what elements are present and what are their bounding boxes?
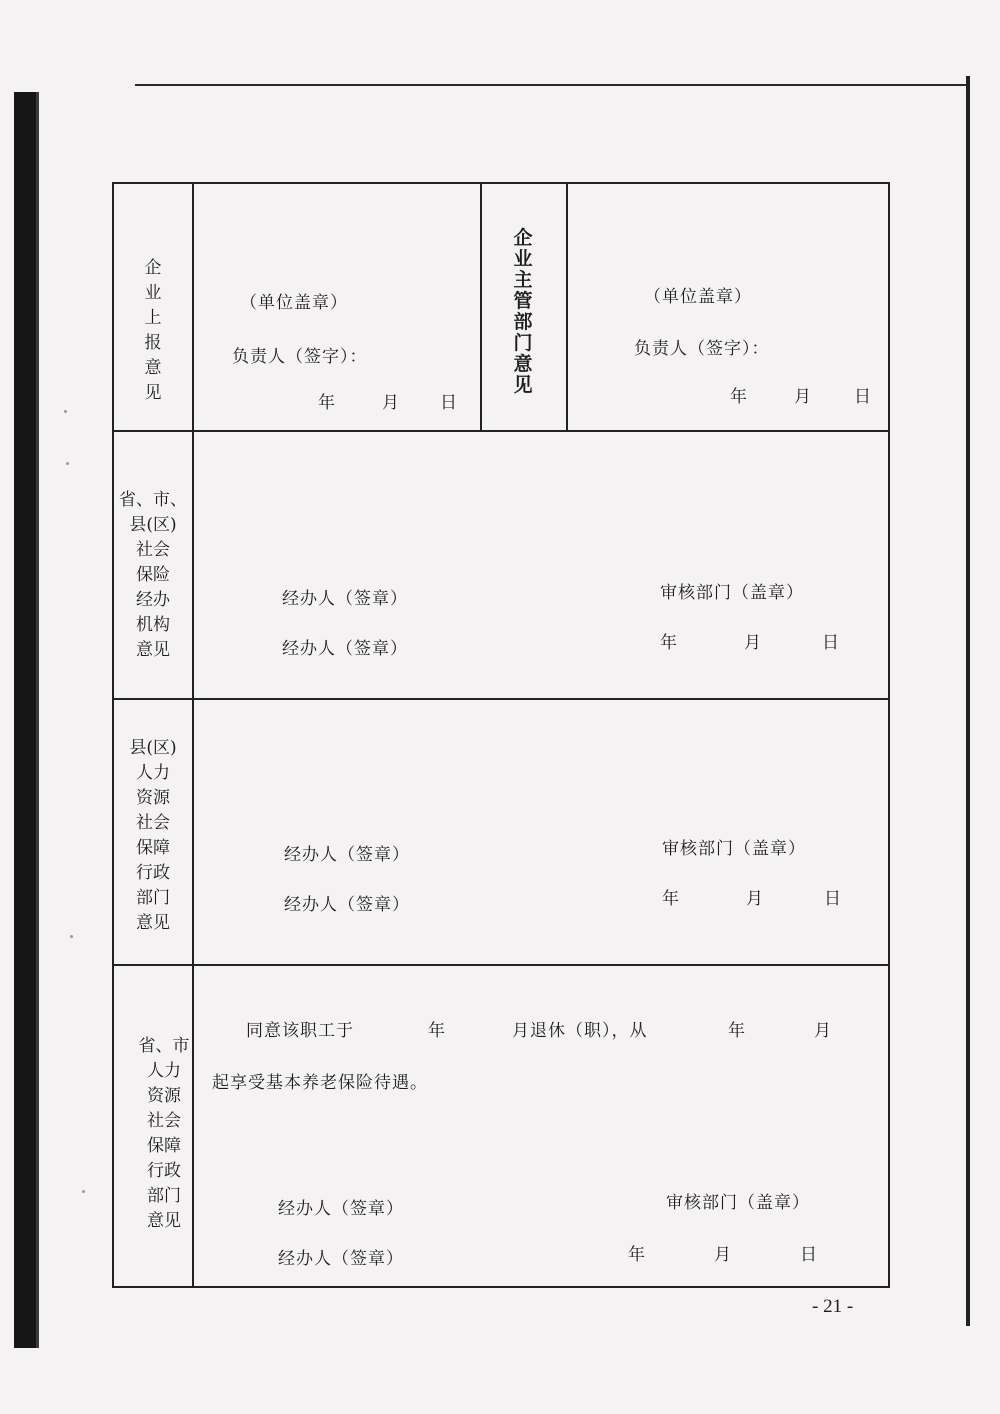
- county-hr-label: 县(区) 人力 资源 社会 保障 行政 部门 意见: [129, 738, 177, 933]
- county-hr-month: 月: [746, 889, 764, 909]
- county-hr-audit: 审核部门（盖章）: [662, 839, 806, 859]
- social-security-label: 省、市、 县(区) 社会 保险 经办 机构 意见: [119, 490, 187, 660]
- enterprise-label: 企 业 上 报 意 见: [144, 258, 162, 403]
- scan-speck: [66, 462, 69, 465]
- county-hr-handler-1: 经办人（签章）: [284, 845, 410, 865]
- consent-text-start: 同意该职工于: [246, 1021, 354, 1041]
- enterprise-seal: （单位盖章）: [240, 293, 348, 313]
- row-divider: [114, 430, 890, 432]
- enterprise-day: 日: [440, 393, 458, 413]
- row-divider: [114, 698, 890, 700]
- social-security-handler-1: 经办人（签章）: [282, 589, 408, 609]
- scan-speck: [64, 410, 67, 413]
- binding-edge-shadow: [36, 92, 39, 1348]
- consent-month: 月: [814, 1021, 832, 1041]
- social-security-month: 月: [744, 633, 762, 653]
- authority-label: 企 业 主 管 部 门 意 见: [513, 227, 533, 396]
- social-security-audit: 审核部门（盖章）: [660, 583, 804, 603]
- scan-speck: [82, 1190, 85, 1193]
- consent-retire-text: 月退休（职），从: [512, 1021, 648, 1041]
- scan-speck: [70, 935, 73, 938]
- authority-signer: 负责人（签字）：: [634, 339, 770, 359]
- county-hr-handler-2: 经办人（签章）: [284, 895, 410, 915]
- top-rule: [135, 84, 968, 86]
- enterprise-year: 年: [318, 393, 336, 413]
- provincial-hr-month: 月: [714, 1245, 732, 1265]
- enterprise-signer: 负责人（签字）：: [232, 347, 368, 367]
- county-hr-day: 日: [824, 889, 842, 909]
- right-edge: [966, 76, 970, 1326]
- page-number: - 21 -: [812, 1296, 854, 1317]
- column-divider: [566, 184, 568, 430]
- consent-text-end: 起享受基本养老保险待遇。: [212, 1073, 428, 1093]
- county-hr-year: 年: [662, 889, 680, 909]
- authority-year: 年: [730, 387, 748, 407]
- row-divider: [114, 964, 890, 966]
- binding-edge: [14, 92, 36, 1348]
- social-security-handler-2: 经办人（签章）: [282, 639, 408, 659]
- provincial-hr-year: 年: [628, 1245, 646, 1265]
- consent-year: 年: [428, 1021, 446, 1041]
- authority-day: 日: [854, 387, 872, 407]
- provincial-hr-handler-2: 经办人（签章）: [278, 1249, 404, 1269]
- authority-seal: （单位盖章）: [644, 287, 752, 307]
- approval-form-table: [112, 182, 890, 1288]
- authority-month: 月: [794, 387, 812, 407]
- consent-year-2: 年: [728, 1021, 746, 1041]
- provincial-hr-handler-1: 经办人（签章）: [278, 1199, 404, 1219]
- enterprise-month: 月: [382, 393, 400, 413]
- social-security-year: 年: [660, 633, 678, 653]
- provincial-hr-day: 日: [800, 1245, 818, 1265]
- provincial-hr-audit: 审核部门（盖章）: [666, 1193, 810, 1213]
- social-security-day: 日: [822, 633, 840, 653]
- provincial-hr-label: 省、市 人力 资源 社会 保障 行政 部门 意见: [138, 1036, 190, 1231]
